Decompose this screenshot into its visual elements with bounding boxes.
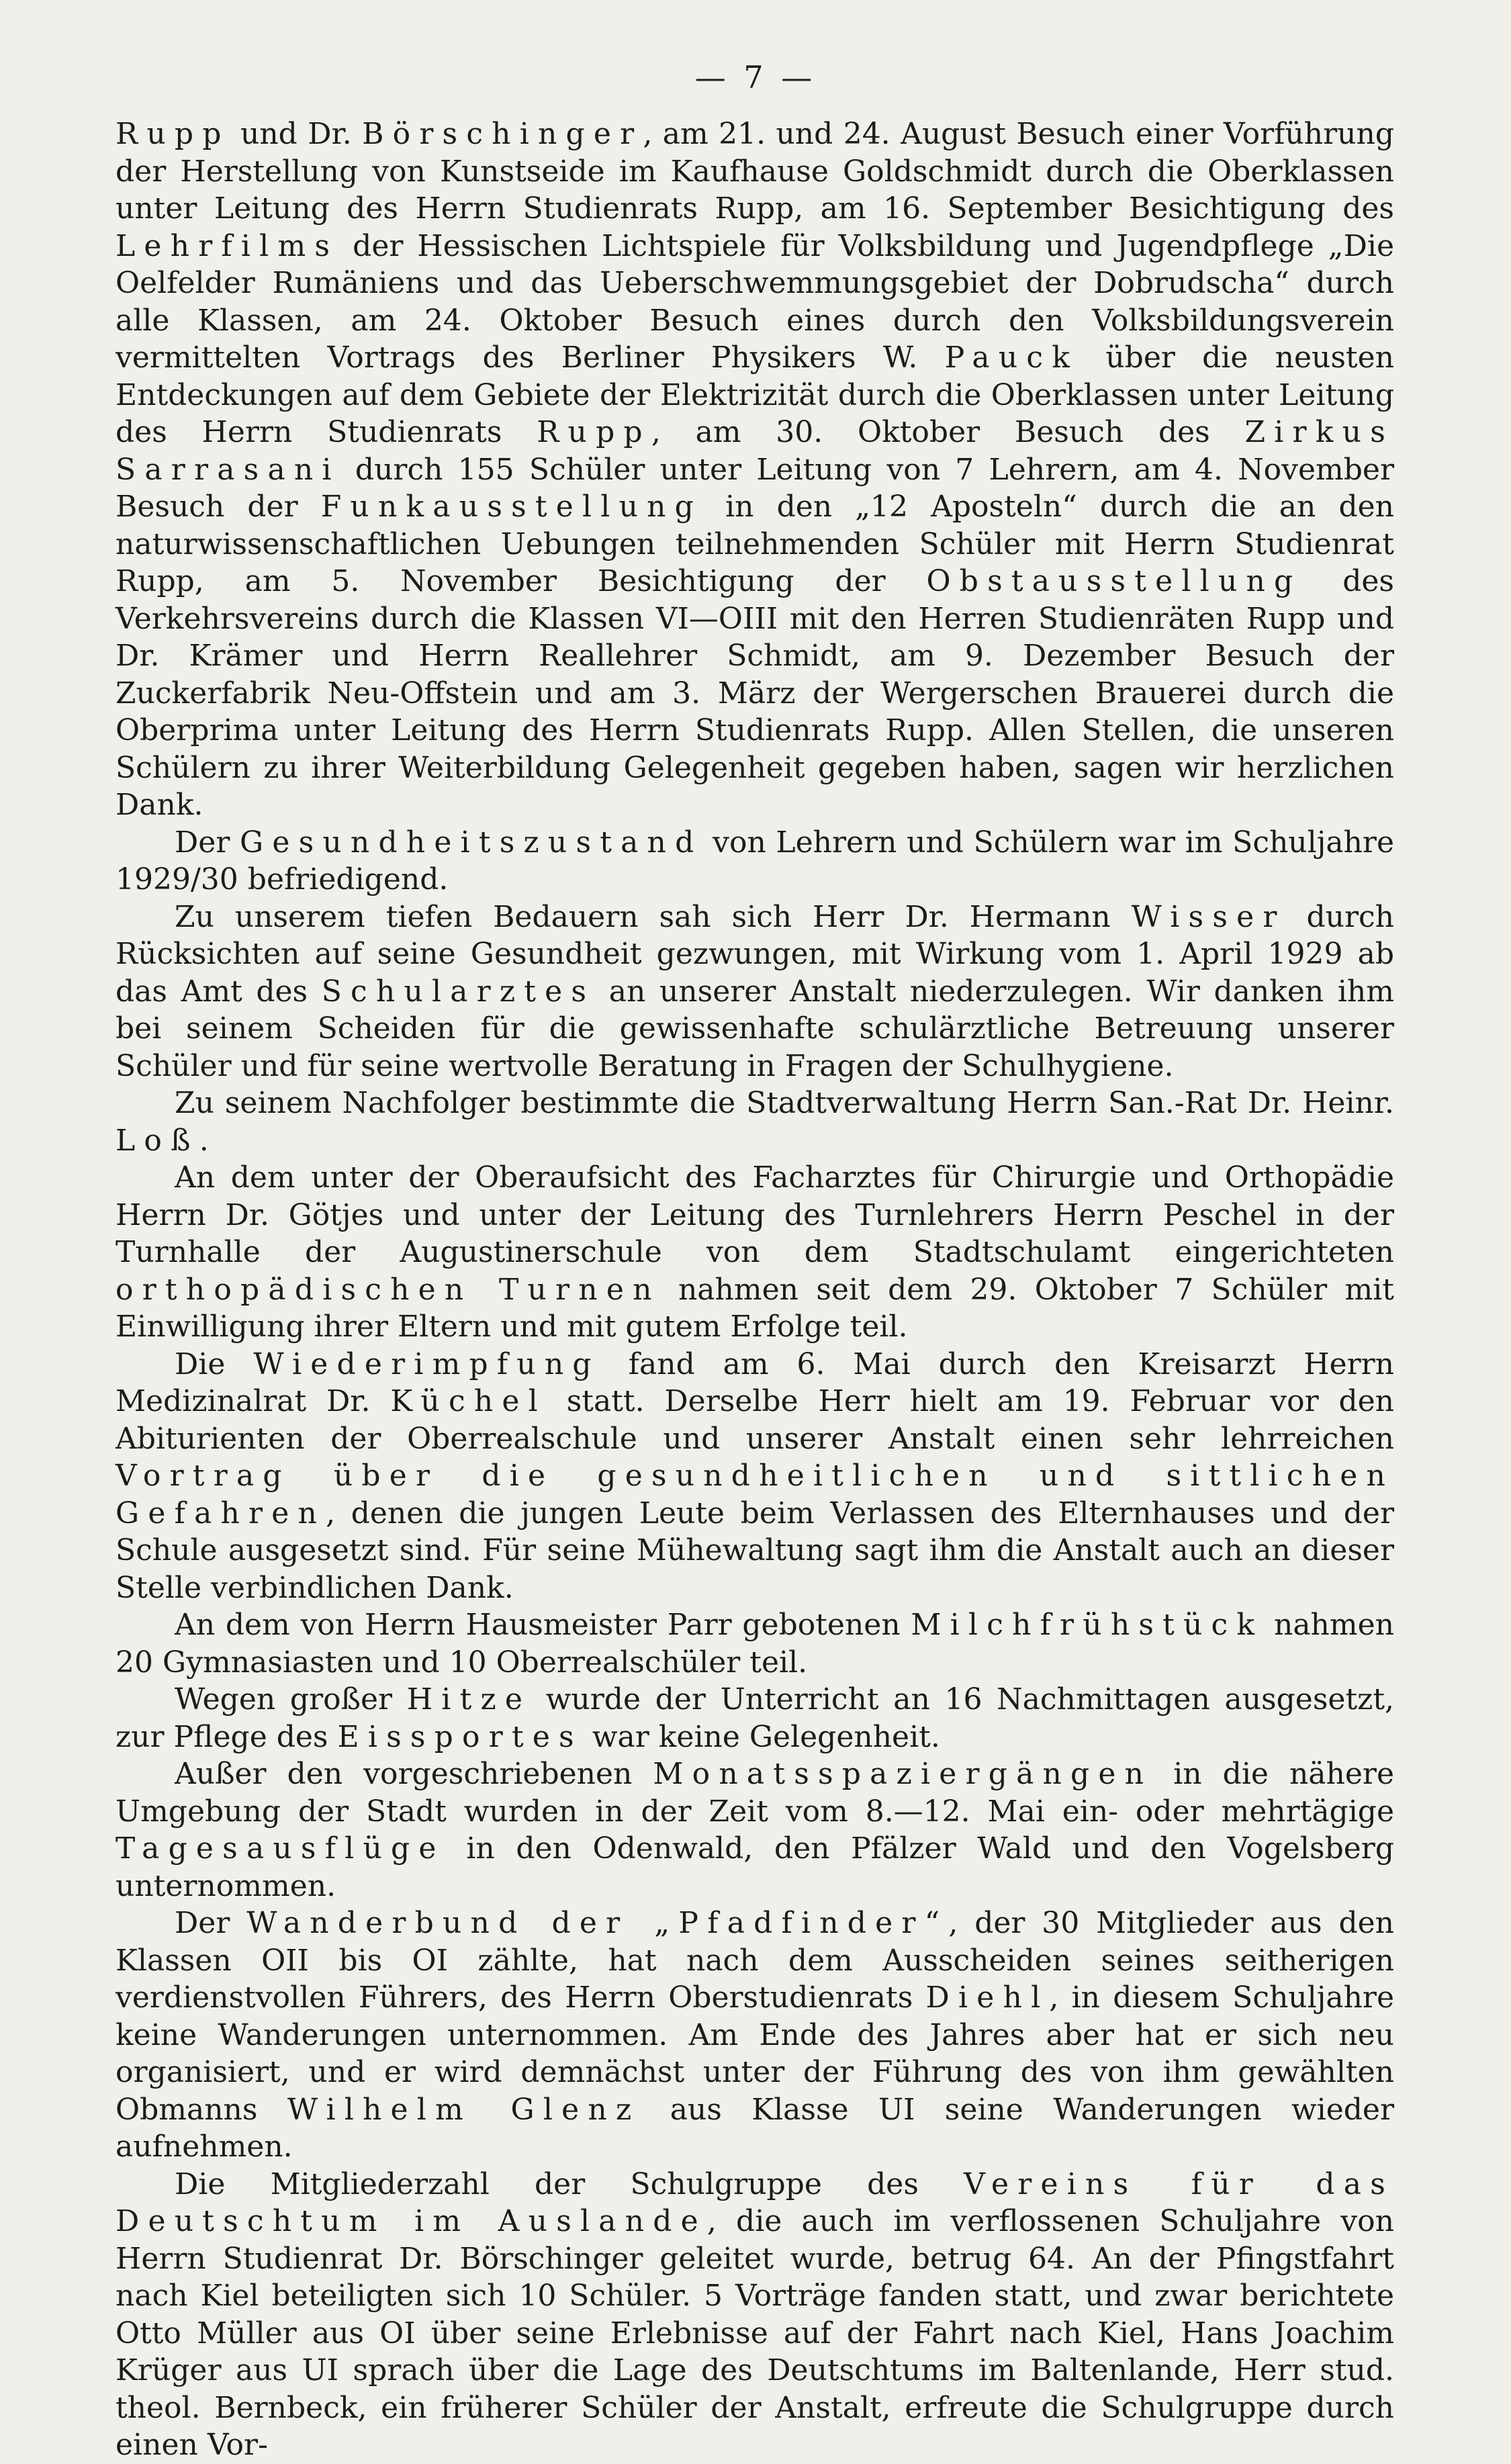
paragraph-text: in den Odenwald, den Pfälzer Wald und den Vogelsberg unternommen.: [116, 1831, 1394, 1903]
paragraph-text: Zu unserem tiefen Bedauern sah sich Herr Dr. Hermann: [175, 899, 1132, 934]
spaced-emphasis-text: Pauck: [944, 340, 1079, 375]
spaced-emphasis-text: Milchfrühstück: [911, 1608, 1264, 1642]
paragraph: [116, 116, 1394, 824]
paragraph-text: nahmen 20 Gymnasiasten und 10 Oberrealschüler teil.: [116, 1608, 1394, 1680]
paragraph-text: in die nähere Umgebung der Stadt wurden in der Zeit vom 8.—12. Mai ein- oder mehrtägige: [116, 1757, 1394, 1829]
paragraph-text: durch 155 Schüler unter Leitung von 7 Lehrern, am 4. November Besuch der: [116, 452, 1394, 524]
spaced-emphasis-text: Wisser: [1131, 899, 1286, 934]
spaced-emphasis-text: Lehrfilms: [116, 228, 339, 263]
spaced-emphasis-text: orthopädischen Turnen: [116, 1272, 661, 1307]
paragraph: [116, 1905, 1394, 2166]
paragraph-text: durch Rücksichten auf seine Gesundheit gezwungen, mit Wirkung vom 1. April 1929 ab das Amt des: [116, 899, 1394, 1009]
paragraph-text: , die auch im verflossenen Schuljahre von Herrn Studienrat Dr. Börschinger geleitet wurde, betrug 64. An der Pfingstfahrt nach Kiel beteiligten sich 10 Schüler. 5 Vorträge fanden statt, und zwar berichtete Otto Müller aus OI über seine Erlebnisse auf der Fahrt nach Kiel, Hans Joachim Krüger aus UI sprach über die Lage des Deutschtums im Baltenlande, Herr stud. theol. Bernbeck, ein früherer Schüler der Anstalt, erfreute die Schulgruppe durch einen Vor-: [116, 2204, 1394, 2462]
spaced-emphasis-text: Zirkus Sarrasani: [116, 415, 1394, 487]
spaced-emphasis-text: Diehl: [925, 1980, 1050, 2015]
paragraph-text: , am 21. und 24. August Besuch einer Vorführung der Herstellung von Kunstseide im Kaufhause Goldschmidt durch die Oberklassen unter Leitung des Herrn Studienrats Rupp, am 16. September Besichtigung des: [116, 117, 1395, 226]
paragraph-text: des Verkehrsvereins durch die Klassen VI—OIII mit den Herren Studienräten Rupp und Dr. Krämer und Herrn Reallehrer Schmidt, am 9. Dezember Besuch der Zuckerfabrik Neu-Offstein und am 3. März der Wergerschen Brauerei durch die Oberprima unter Leitung des Herrn Studienrats Rupp. Allen Stellen, die unseren Schülern zu ihrer Weiterbildung Gelegenheit gegeben haben, sagen wir herzlichen Dank.: [116, 564, 1394, 822]
spaced-emphasis-text: Küchel: [390, 1384, 547, 1418]
paragraph-text: Die: [175, 1347, 254, 1381]
paragraph-text: An dem von Herrn Hausmeister Parr gebotenen: [175, 1608, 911, 1642]
body-text: [116, 116, 1394, 2464]
spaced-emphasis-text: Eissportes: [337, 1719, 583, 1754]
paragraph: [116, 1755, 1394, 1905]
paragraph: [116, 824, 1394, 899]
spaced-emphasis-text: Vortrag über die gesundheitlichen und sittlichen Gefahren: [116, 1459, 1394, 1531]
paragraph-text: statt. Derselbe Herr hielt am 19. Februar vor den Abiturienten der Oberrealschule und unserer Anstalt einen sehr lehrreichen: [116, 1384, 1395, 1456]
paragraph: [116, 899, 1394, 1085]
paragraph-text: an unserer Anstalt niederzulegen. Wir danken ihm bei seinem Scheiden für die gewissenhafte schulärztliche Betreuung unserer Schüler und für seine wertvolle Beratung in Fragen der Schulhygiene.: [116, 974, 1394, 1083]
paragraph-text: über die neusten Entdeckungen auf dem Gebiete der Elektrizität durch die Oberklassen unter Leitung des Herrn Studienrats: [116, 340, 1394, 449]
paragraph-text: von Lehrern und Schülern war im Schuljahre 1929/30 befriedigend.: [116, 825, 1394, 897]
paragraph-text: , denen die jungen Leute beim Verlassen des Elternhauses und der Schule ausgesetzt sind. Für seine Mühewaltung sagt ihm die Anstalt auch an dieser Stelle verbindlichen Dank.: [116, 1496, 1394, 1605]
paragraph-text: , in diesem Schuljahre keine Wanderungen unternommen. Am Ende des Jahres aber hat er sich neu organisiert, und er wird demnächst unter der Führung des von ihm gewählten Obmanns: [116, 1980, 1394, 2127]
spaced-emphasis-text: Börschinger: [362, 117, 643, 151]
paragraph-text: , am 30. Oktober Besuch des: [651, 415, 1245, 449]
paragraph-text: nahmen seit dem 29. Oktober 7 Schüler mit Einwilligung ihrer Eltern und mit gutem Erfolge teil.: [116, 1272, 1394, 1344]
spaced-emphasis-text: Obstausstellung: [926, 564, 1302, 598]
page-number: — 7 —: [694, 59, 817, 95]
paragraph-text: wurde der Unterricht an 16 Nachmittagen ausgesetzt, zur Pflege des: [116, 1682, 1394, 1754]
spaced-emphasis-text: Schularztes: [321, 974, 596, 1009]
paragraph: [116, 1159, 1394, 1346]
spaced-emphasis-text: Gesundheitszustand: [240, 825, 703, 860]
paragraph-text: Außer den vorgeschriebenen: [175, 1757, 653, 1791]
paragraph-text: Der: [175, 825, 240, 860]
paragraph: [116, 1606, 1394, 1681]
spaced-emphasis-text: Wilhelm Glenz: [287, 2092, 641, 2127]
spaced-emphasis-text: Wanderbund der „Pfadfinder“: [246, 1906, 949, 1940]
paragraph-text: aus Klasse UI seine Wanderungen wieder aufnehmen.: [116, 2092, 1394, 2164]
spaced-emphasis-text: Monatsspaziergängen: [653, 1757, 1153, 1791]
paragraph-text: in den „12 Aposteln“ durch die an den naturwissenschaftlichen Uebungen teilnehmenden Schüler mit Herrn Studienrat Rupp, am 5. November Besichtigung der: [116, 490, 1395, 598]
paragraph: [116, 1346, 1394, 1607]
spaced-emphasis-text: Tagesausflüge: [116, 1831, 445, 1866]
paragraph-text: der Hessischen Lichtspiele für Volksbildung und Jugendpflege „Die Oelfelder Rumäniens und das Ueberschwemmungsgebiet der Dobrudscha“ durch alle Klassen, am 24. Oktober Besuch eines durch den Volksbildungsverein vermittelten Vortrags des Berliner Physikers W.: [116, 228, 1394, 375]
spaced-emphasis-text: Loß: [116, 1123, 199, 1158]
paragraph-text: und Dr.: [230, 117, 363, 151]
paragraph-text: , der 30 Mitglieder aus den Klassen OII bis OI zählte, hat nach dem Ausscheiden seines seitherigen verdienstvollen Führers, des Herrn Oberstudienrats: [116, 1906, 1394, 2015]
spaced-emphasis-text: Wiederimpfung: [253, 1347, 600, 1381]
spaced-emphasis-text: Funkausstellung: [320, 490, 703, 524]
paragraph: [116, 2166, 1394, 2464]
paragraph-text: Die Mitgliederzahl der Schulgruppe des: [175, 2166, 964, 2201]
paragraph-text: fand am 6. Mai durch den Kreisarzt Herrn Medizinalrat Dr.: [116, 1347, 1395, 1418]
paragraph-text: .: [199, 1123, 209, 1158]
spaced-emphasis-text: Vereins für das Deutschtum im Auslande: [116, 2166, 1394, 2238]
paragraph-text: Zu seinem Nachfolger bestimmte die Stadtverwaltung Herrn San.-Rat Dr. Heinr.: [175, 1086, 1394, 1120]
paragraph-text: Der: [175, 1906, 247, 1940]
paragraph: [116, 1085, 1394, 1159]
paragraph-text: Wegen großer: [175, 1682, 407, 1717]
paragraph-text: An dem unter der Oberaufsicht des Facharztes für Chirurgie und Orthopädie Herrn Dr. Götjes und unter der Leitung des Turnlehrers Herrn Peschel in der Turnhalle der Augustinerschule von dem Stadtschulamt eingerichteten: [116, 1160, 1394, 1269]
spaced-emphasis-text: Rupp: [537, 415, 651, 449]
paragraph-text: war keine Gelegenheit.: [582, 1719, 940, 1754]
spaced-emphasis-text: Hitze: [406, 1682, 532, 1717]
spaced-emphasis-text: Rupp: [116, 117, 230, 151]
paragraph: [116, 1681, 1394, 1755]
